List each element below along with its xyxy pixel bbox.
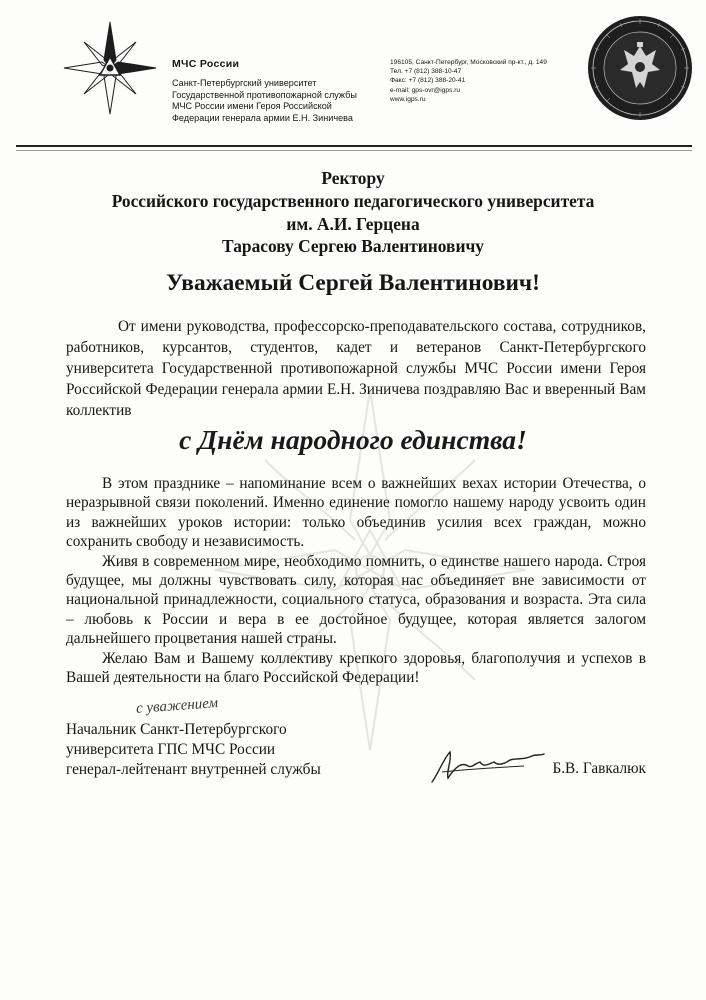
header-divider: [16, 145, 692, 147]
addressee-title: Ректору: [321, 168, 385, 188]
salutation: Уважаемый Сергей Валентинович!: [166, 270, 540, 296]
addressee-block: [40, 167, 666, 258]
handwritten-closing: с уважением: [135, 695, 219, 717]
org-full-name: Санкт-Петербургский университет Государственной противопожарной службы МЧС России имени Героя Российской Федерации генерала армии Е.Н. Зиничева: [172, 78, 357, 123]
contact-block: [390, 58, 547, 104]
org-short-name: МЧС России: [172, 58, 240, 70]
addressee-organization-name: им. А.И. Герцена: [286, 213, 420, 234]
signatory-name: Б.В. Гавкалюк: [552, 760, 646, 777]
body-paragraph: Живя в современном мире, необходимо помнить, о единстве нашего народа. Строя будущее, мы должны чувствовать силу, которая нас объединяет вне зависимости от национальной принадлежности, социального статуса, образования и возраста. Эта сила – любовь к России и вера в ее достойное будущее, которая является залогом дальнейшего процветания нашей страны.: [66, 552, 646, 648]
fax-line: Факс: +7 (812) 388-20-41: [390, 77, 466, 85]
body-paragraph: Желаю Вам и Вашему коллективу крепкого здоровья, благополучия и успехов в Вашей деятельности на благо Российской Федерации!: [66, 649, 646, 687]
signer-position: Начальник Санкт-Петербургского университета ГПС МЧС России генерал-лейтенант внутренней службы: [66, 721, 321, 778]
intro-paragraph: От имени руководства, профессорско-преподавательского состава, сотрудников, работников, курсантов, студентов, кадет и ветеранов Санкт-Петербургского университета Государственной противопожарной службы МЧС России имени Героя Российской Федерации генерала армии Е.Н. Зиничева поздравляю Вас и вверенный Вам коллектив: [66, 318, 646, 419]
addressee-name: Тарасову Сергею Валентиновичу: [222, 236, 484, 257]
header-divider-thin: [16, 150, 692, 151]
emergency-ministry-star-icon: [62, 18, 186, 118]
handwritten-signature: [428, 744, 548, 786]
address-line: 196105, Санкт-Петербург, Московский пр-кт., д. 149: [390, 59, 547, 66]
phone-line: Тел. +7 (812) 388-10-47: [390, 68, 462, 76]
website-line: www.igps.ru: [390, 95, 426, 103]
letter-body: [66, 474, 646, 687]
university-seal-icon: [586, 14, 694, 122]
addressee-organization: Российского государственного педагогического университета: [111, 190, 595, 211]
email-line: e-mail: gps-ovr@igps.ru: [390, 86, 461, 94]
holiday-heading: с Днём народного единства!: [179, 424, 527, 455]
body-paragraph: В этом празднике – напоминание всем о важнейших вехах истории Отечества, о неразрывной связи поколений. Именно единение помогло нашему народу усвоить один из важнейших уроков истории: только объединив усилия всех граждан, можно сохранить свободу и независимость.: [66, 475, 646, 551]
